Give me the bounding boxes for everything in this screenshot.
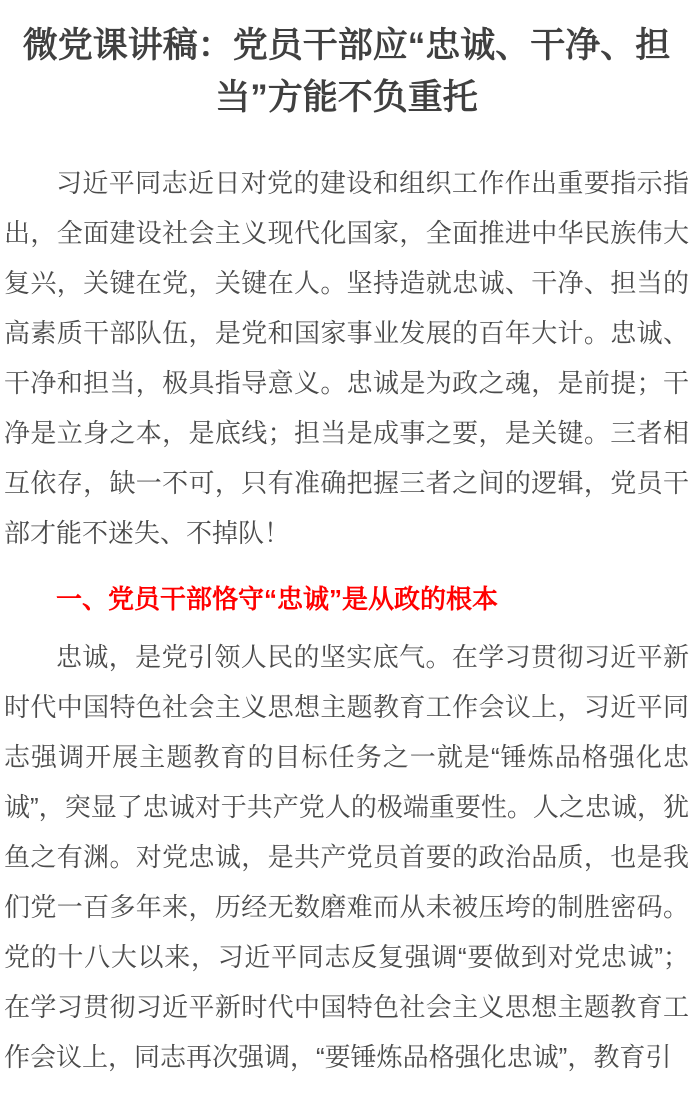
article-title: 微党课讲稿：党员干部应“忠诚、干净、担当”方能不负重托 (22, 26, 671, 117)
section-1-paragraph: 忠诚，是党引领人民的坚实底气。在学习贯彻习近平新时代中国特色社会主义思想主题教育工作会议上，习近平同志强调开展主题教育的目标任务之一就是“锤炼品格强化忠诚”，突显了忠诚对于共产党人的极端重要性。人之忠诚，犹鱼之有渊。对党忠诚，是共产党员首要的政治品质，也是我们党一百多年来，历经无数磨难而从未被压垮的制胜密码。党的十八大以来，习近平同志反复强调“要做到对党忠诚”；在学习贯彻习近平新时代中国特色社会主义思想主题教育工作会议上，同志再次强调，“要锤炼品格强化忠诚”，教育引 (4, 642, 689, 1072)
intro-paragraph: 习近平同志近日对党的建设和组织工作作出重要指示指出，全面建设社会主义现代化国家，全面推进中华民族伟大复兴，关键在党，关键在人。坚持造就忠诚、干净、担当的高素质干部队伍，是党和国家事业发展的百年大计。忠诚、干净和担当，极具指导意义。忠诚是为政之魂，是前提；干净是立身之本，是底线；担当是成事之要，是关键。三者相互依存，缺一不可，只有准确把握三者之间的逻辑，党员干部才能不迷失、不掉队！ (4, 168, 689, 548)
section-1-heading: 一、党员干部恪守“忠诚”是从政的根本 (56, 584, 499, 614)
